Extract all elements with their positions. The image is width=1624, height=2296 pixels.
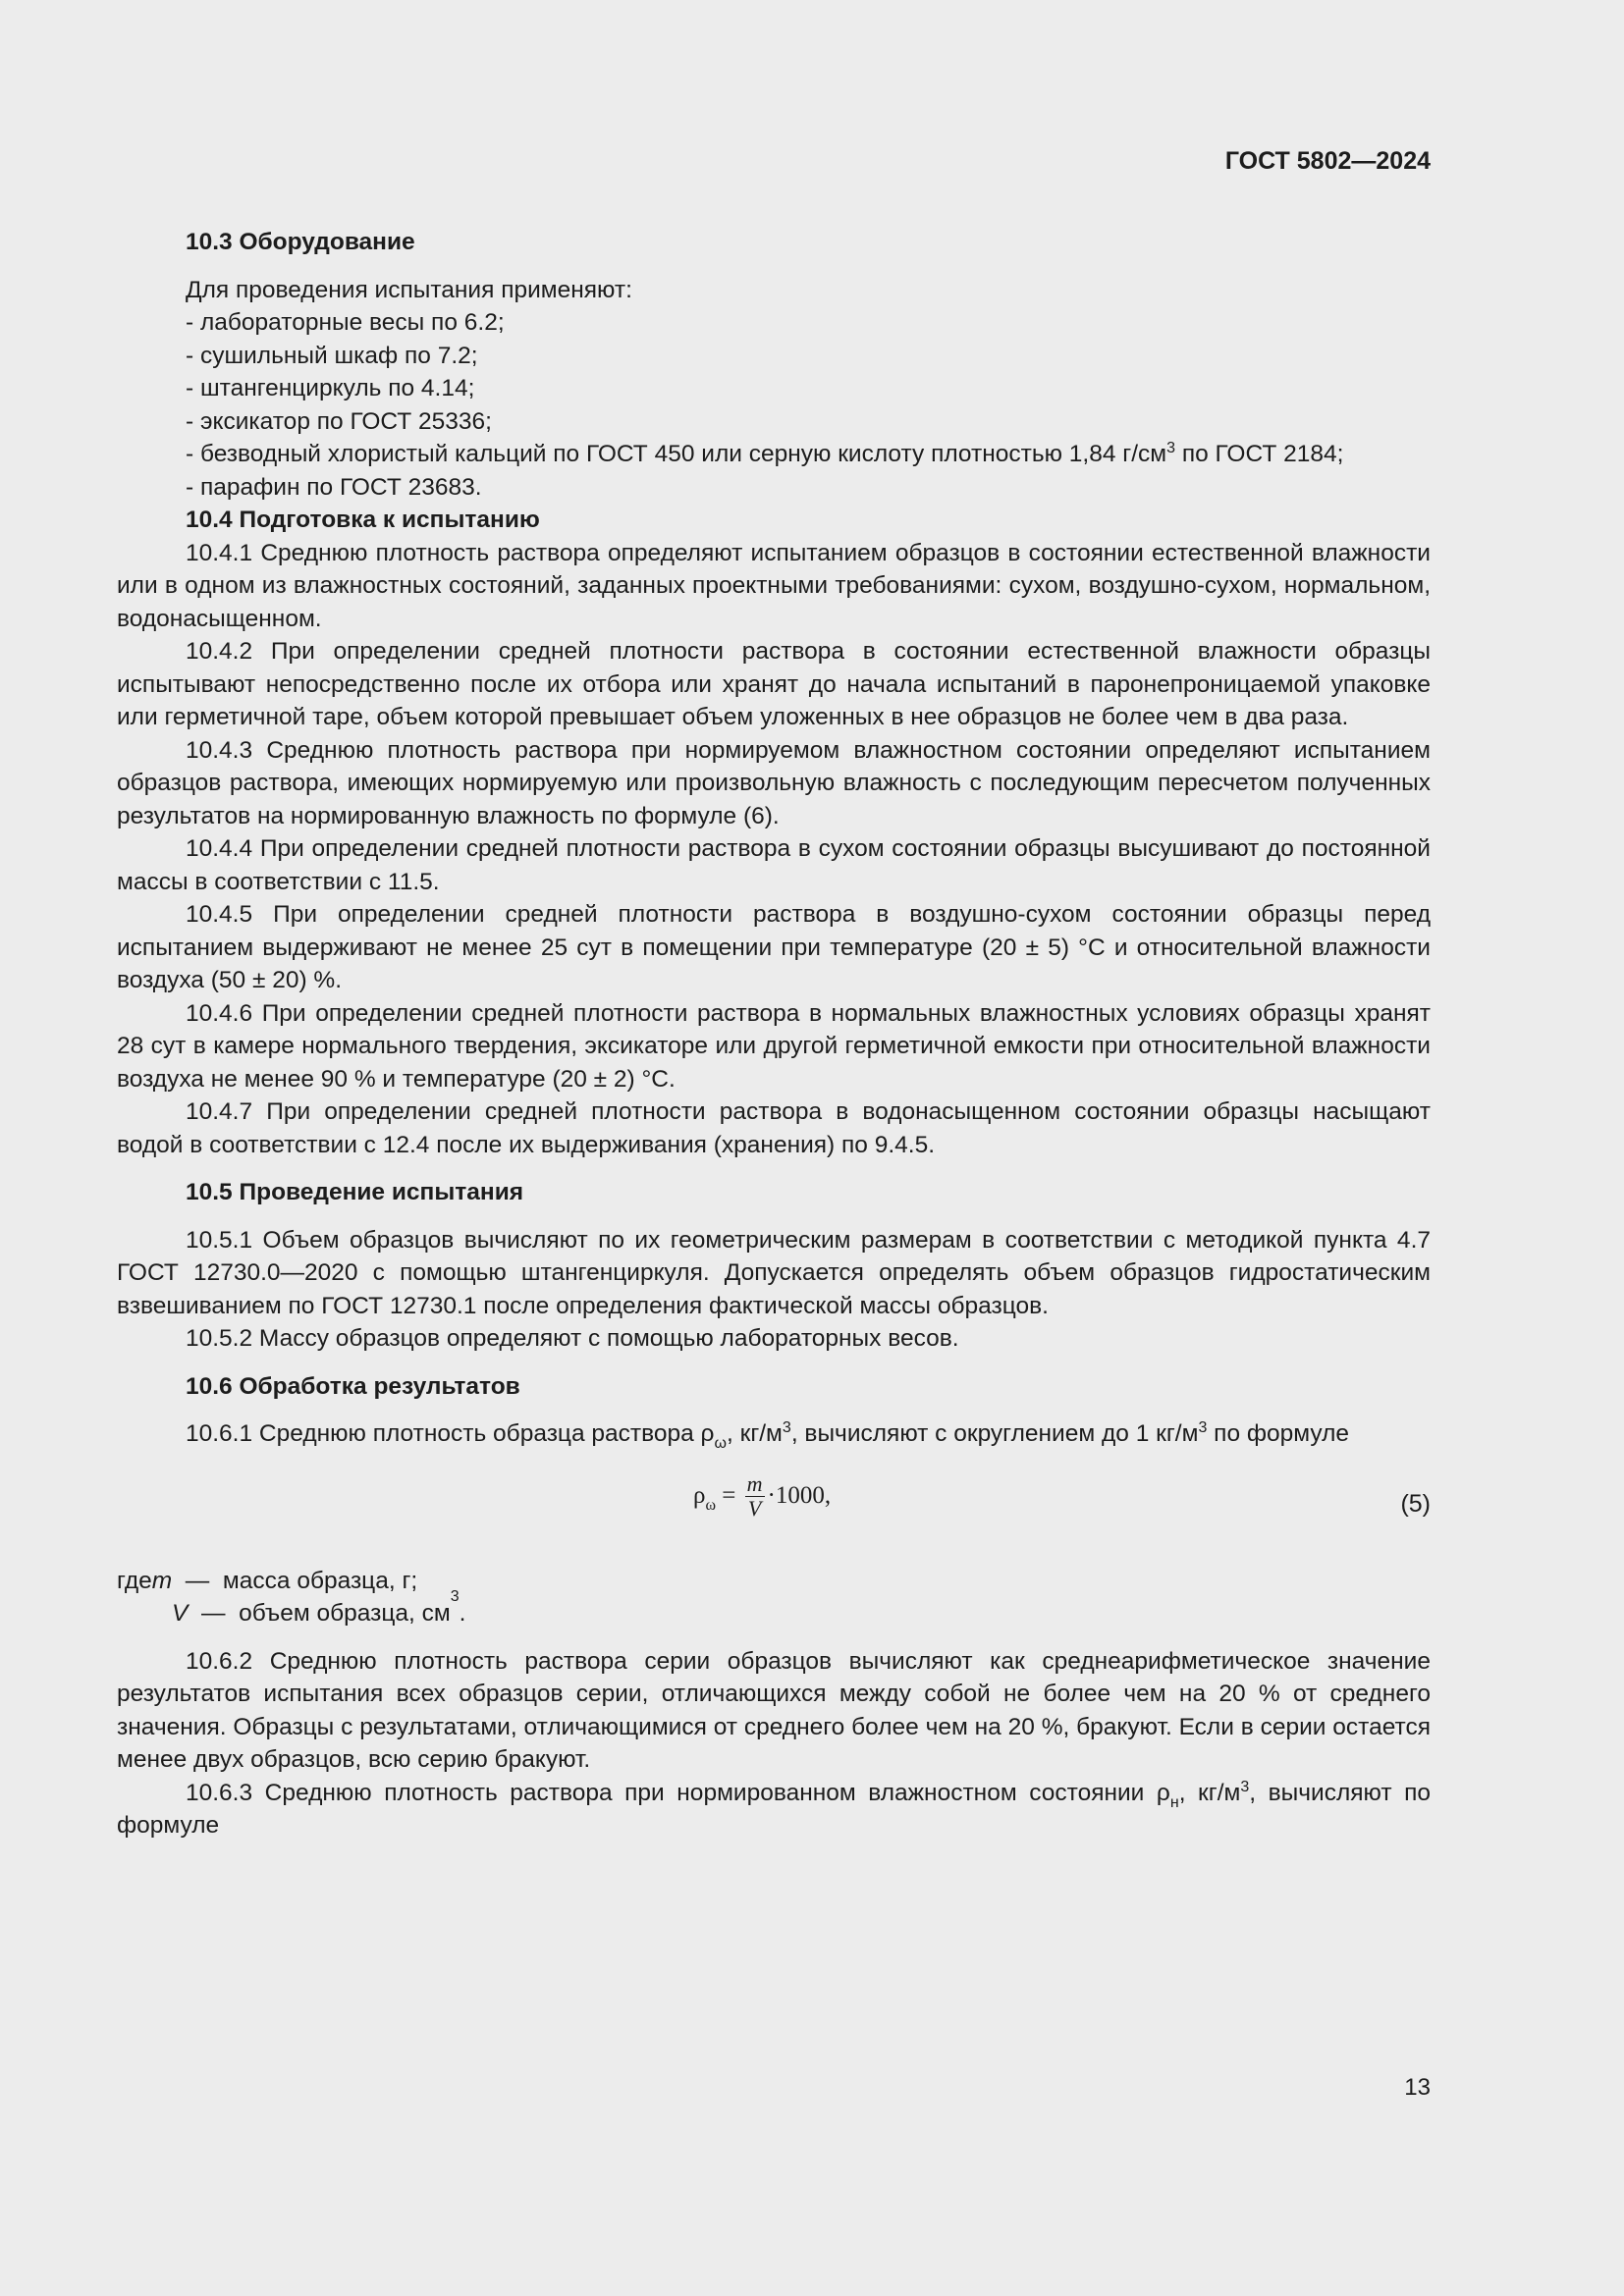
legend-row-v: V — объем образца, см 3 . bbox=[172, 1588, 466, 1627]
paragraph-10-6-2: 10.6.2 Среднюю плотность раствора серии образцов вычисляют как среднеарифметическое значение результатов испытания всех образцов серии, отличающихся между собой не более чем на 20 % от среднего значения. Образцы с результатами, отличающимися от среднего более чем на 20 %, бракуют. Если в серии остается менее двух образцов, всю серию бракуют. bbox=[117, 1647, 1431, 1773]
section-10-6-heading: 10.6 Обработка результатов bbox=[186, 1372, 520, 1400]
formula-fraction bbox=[745, 1472, 765, 1521]
legend-row-m: где m — масса образца, г; bbox=[117, 1567, 418, 1594]
paragraph-10-4-7: 10.4.7 При определении средней плотности раствора в водонасыщенном состоянии образцы насыщают водой в соответствии с 12.4 после их выдерживания (хранения) по 9.4.5. bbox=[117, 1098, 1431, 1158]
formula-numerator: m bbox=[746, 1470, 763, 1496]
section-10-5-heading: 10.5 Проведение испытания bbox=[186, 1179, 524, 1205]
density-formula bbox=[693, 1472, 831, 1521]
equipment-item: - сушильный шкаф по 7.2; bbox=[186, 342, 478, 369]
equipment-item: - штангенциркуль по 4.14; bbox=[186, 375, 475, 401]
document-id-header: ГОСТ 5802—2024 bbox=[1224, 147, 1431, 175]
formula-lhs: $\rho_\omega$ bbox=[693, 1482, 717, 1515]
equipment-item: - эксикатор по ГОСТ 25336; bbox=[186, 407, 492, 435]
page-number: 13 bbox=[1404, 2074, 1431, 2101]
equipment-intro: Для проведения испытания применяют: bbox=[186, 276, 632, 303]
formula-equals: = bbox=[716, 1482, 742, 1510]
formula-5 bbox=[117, 1467, 1431, 1553]
paragraph-10-4-5: 10.4.5 При определении средней плотности раствора в воздушно-сухом состоянии образцы перед испытанием выдерживают не менее 25 сут в помещении при температуре (20 ± 5) °С и относительной влажности воздуха (50 ± 20) %. bbox=[117, 901, 1431, 993]
document-body bbox=[117, 226, 1431, 1842]
paragraph-10-4-3: 10.4.3 Среднюю плотность раствора при нормируемом влажностном состоянии определяют испытанием образцов раствора, имеющих нормируемую или произвольную влажность с последующим пересчетом полученных результатов на нормированную влажность по формуле (6). bbox=[117, 736, 1431, 829]
paragraph-10-4-2: 10.4.2 При определении средней плотности раствора в состоянии естественной влажности образцы испытывают непосредственно после их отбора или хранят до начала испытаний в паронепроницаемой упаковке или герметичной таре, объем которой превышает объем уложенных в нее образцов не более чем в два раза. bbox=[117, 638, 1431, 730]
paragraph-10-6-3: 10.6.3 Среднюю плотность раствора при нормированном влажностном состоянии $\rho_н$, $кг/м^3$, вычисляют по формуле bbox=[117, 1778, 1432, 1839]
formula-rhs: ·1000, bbox=[767, 1482, 832, 1510]
paragraph-10-5-1: 10.5.1 Объем образцов вычисляют по их геометрическим размерам в соответствии с методикой пункта 4.7 ГОСТ 12730.0—2020 с помощью штангенциркуля. Допускается определять объем образцов гидростатическим взвешиванием по ГОСТ 12730.1 после определения фактической массы образцов. bbox=[117, 1226, 1431, 1319]
paragraph-10-5-2: 10.5.2 Массу образцов определяют с помощью лабораторных весов. bbox=[186, 1325, 959, 1352]
paragraph-10-4-6: 10.4.6 При определении средней плотности раствора в нормальных влажностных условиях образцы хранят 28 сут в камере нормального твердения, эксикаторе или другой герметичной емкости при относительной влажности воздуха не менее 90 % и температуре (20 ± 2) °С. bbox=[117, 999, 1431, 1093]
paragraph-10-4-4: 10.4.4 При определении средней плотности раствора в сухом состоянии образцы высушивают до постоянной массы в соответствии с 11.5. bbox=[117, 835, 1431, 895]
equipment-item: - безводный хлористый кальций по ГОСТ 450 или серную кислоту плотностью 1,84 $г/см^3$ по ГОСТ 2184; bbox=[186, 440, 1344, 467]
paragraph-10-6-1: 10.6.1 Среднюю плотность образца раствора $\rho_\omega$, $кг/м^3$, вычисляют с округлением до 1 $кг/м^3$ по формуле bbox=[186, 1419, 1350, 1452]
equipment-item: - лабораторные весы по 6.2; bbox=[186, 309, 505, 336]
formula-number: (5) bbox=[1400, 1489, 1431, 1518]
section-10-3-heading: 10.3 Оборудование bbox=[186, 229, 415, 255]
paragraph-10-4-1: 10.4.1 Среднюю плотность раствора определяют испытанием образцов в состоянии естественной влажности или в одном из влажностных состояний, заданных проектными требованиями: сухом, воздушно-сухом, нормальном, водонасыщенном. bbox=[117, 539, 1431, 632]
formula-denominator: V bbox=[747, 1495, 762, 1521]
equipment-item: - парафин по ГОСТ 23683. bbox=[186, 473, 482, 501]
section-10-4-heading: 10.4 Подготовка к испытанию bbox=[186, 507, 540, 533]
formula-legend bbox=[117, 1565, 1431, 1630]
